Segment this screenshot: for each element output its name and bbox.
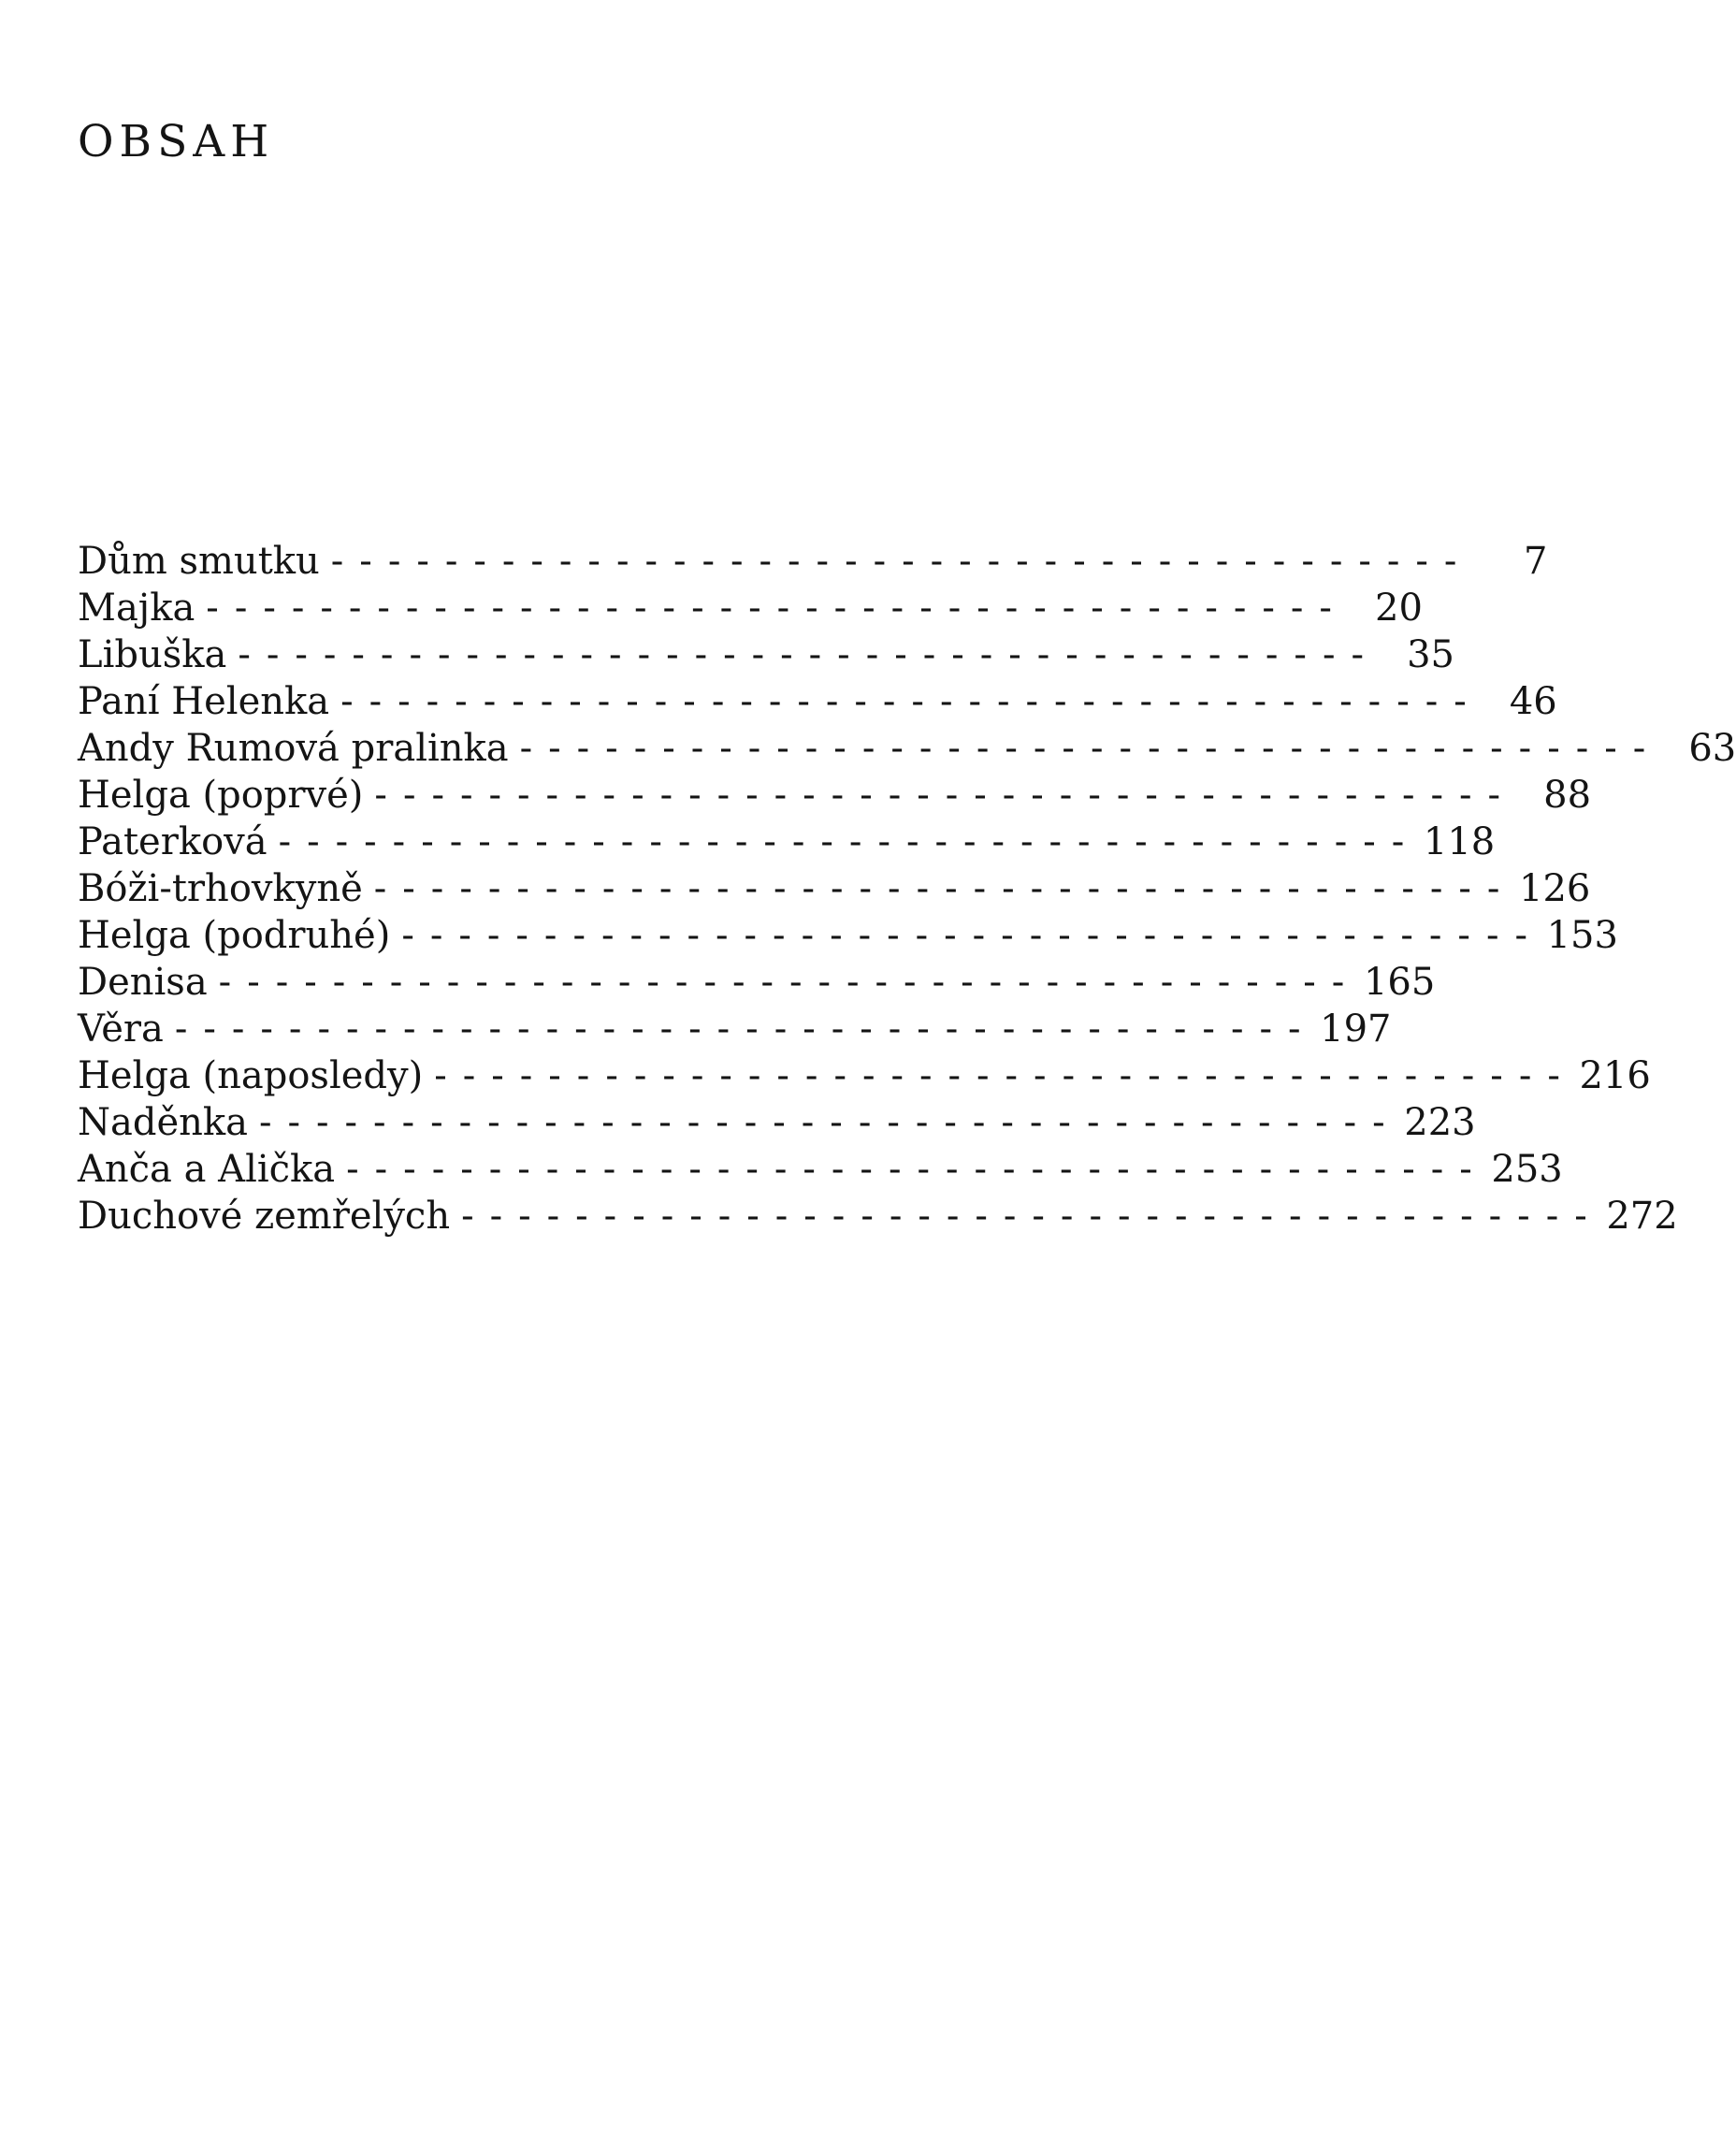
toc-dot-leader: ---------------------------------------- [346, 1148, 1488, 1191]
toc-dot-leader: ---------------------------------------- [238, 633, 1380, 676]
toc-entry [78, 912, 1618, 959]
toc-entry-page: 63 [1688, 727, 1736, 770]
toc-entry-page: 7 [1523, 540, 1548, 583]
toc-entry [78, 1146, 1563, 1193]
toc-entry-title: Majka [78, 587, 195, 630]
toc-entry-title: Helga (poprvé) [78, 774, 364, 817]
toc-dot-leader: ---------------------------------------- [434, 1054, 1576, 1097]
toc-dot-leader: ---------------------------------------- [340, 680, 1483, 723]
toc-entry [78, 585, 1423, 631]
toc-dot-leader: ---------------------------------------- [373, 867, 1516, 910]
toc-entry-page: 216 [1579, 1054, 1651, 1097]
toc-entry-title: Denisa [78, 961, 208, 1004]
toc-entry-title: Libuška [78, 633, 227, 676]
toc-entry-page: 88 [1543, 774, 1592, 817]
toc-entry [78, 1006, 1392, 1052]
toc-entry-title: Paní Helenka [78, 680, 330, 723]
toc-entry-page: 46 [1509, 680, 1557, 723]
toc-entry-title: Anča a Alička [78, 1148, 336, 1191]
toc-dot-leader: ---------------------------------------- [461, 1195, 1603, 1238]
toc-dot-leader: ---------------------------------------- [278, 820, 1421, 863]
table-of-contents [78, 538, 1736, 1240]
toc-entry [78, 538, 1548, 585]
toc-entry-title: Věra [78, 1008, 164, 1051]
toc-entry [78, 1099, 1476, 1146]
toc-dot-leader: ---------------------------------------- [206, 587, 1348, 630]
toc-entry [78, 678, 1557, 725]
toc-dot-leader: ---------------------------------------- [218, 961, 1361, 1004]
toc-entry-page: 197 [1320, 1008, 1392, 1051]
toc-entry-page: 165 [1363, 961, 1436, 1004]
page-title: OBSAH [78, 116, 275, 167]
toc-entry [78, 1193, 1678, 1240]
toc-entry-title: Paterková [78, 820, 268, 863]
toc-entry [78, 959, 1436, 1006]
toc-dot-leader: ---------------------------------------- [258, 1101, 1401, 1144]
toc-entry [78, 1052, 1651, 1099]
toc-entry-page: 35 [1407, 633, 1454, 676]
toc-entry [78, 631, 1454, 678]
toc-entry-title: Duchové zemřelých [78, 1195, 451, 1238]
toc-entry-title: Bóži-trhovkyně [78, 867, 363, 910]
toc-entry-title: Dům smutku [78, 540, 320, 583]
toc-entry [78, 865, 1591, 912]
toc-entry-page: 118 [1423, 820, 1496, 863]
toc-entry-title: Andy Rumová pralinka [78, 727, 509, 770]
toc-dot-leader: ---------------------------------------- [401, 914, 1543, 957]
toc-entry [78, 819, 1496, 865]
toc-entry-title: Helga (podruhé) [78, 914, 391, 957]
toc-dot-leader: ---------------------------------------- [374, 774, 1517, 817]
toc-entry-page: 223 [1404, 1101, 1476, 1144]
toc-entry-page: 153 [1546, 914, 1618, 957]
toc-entry-page: 272 [1606, 1195, 1678, 1238]
toc-dot-leader: ---------------------------------------- [174, 1008, 1317, 1051]
toc-entry-title: Helga (naposledy) [78, 1054, 424, 1097]
toc-entry-title: Naděnka [78, 1101, 248, 1144]
toc-dot-leader: ---------------------------------------- [330, 540, 1473, 583]
toc-dot-leader: ---------------------------------------- [519, 727, 1662, 770]
toc-entry-page: 253 [1491, 1148, 1563, 1191]
toc-entry [78, 725, 1736, 772]
toc-entry-page: 20 [1375, 587, 1423, 630]
toc-entry [78, 772, 1592, 819]
toc-entry-page: 126 [1519, 867, 1591, 910]
